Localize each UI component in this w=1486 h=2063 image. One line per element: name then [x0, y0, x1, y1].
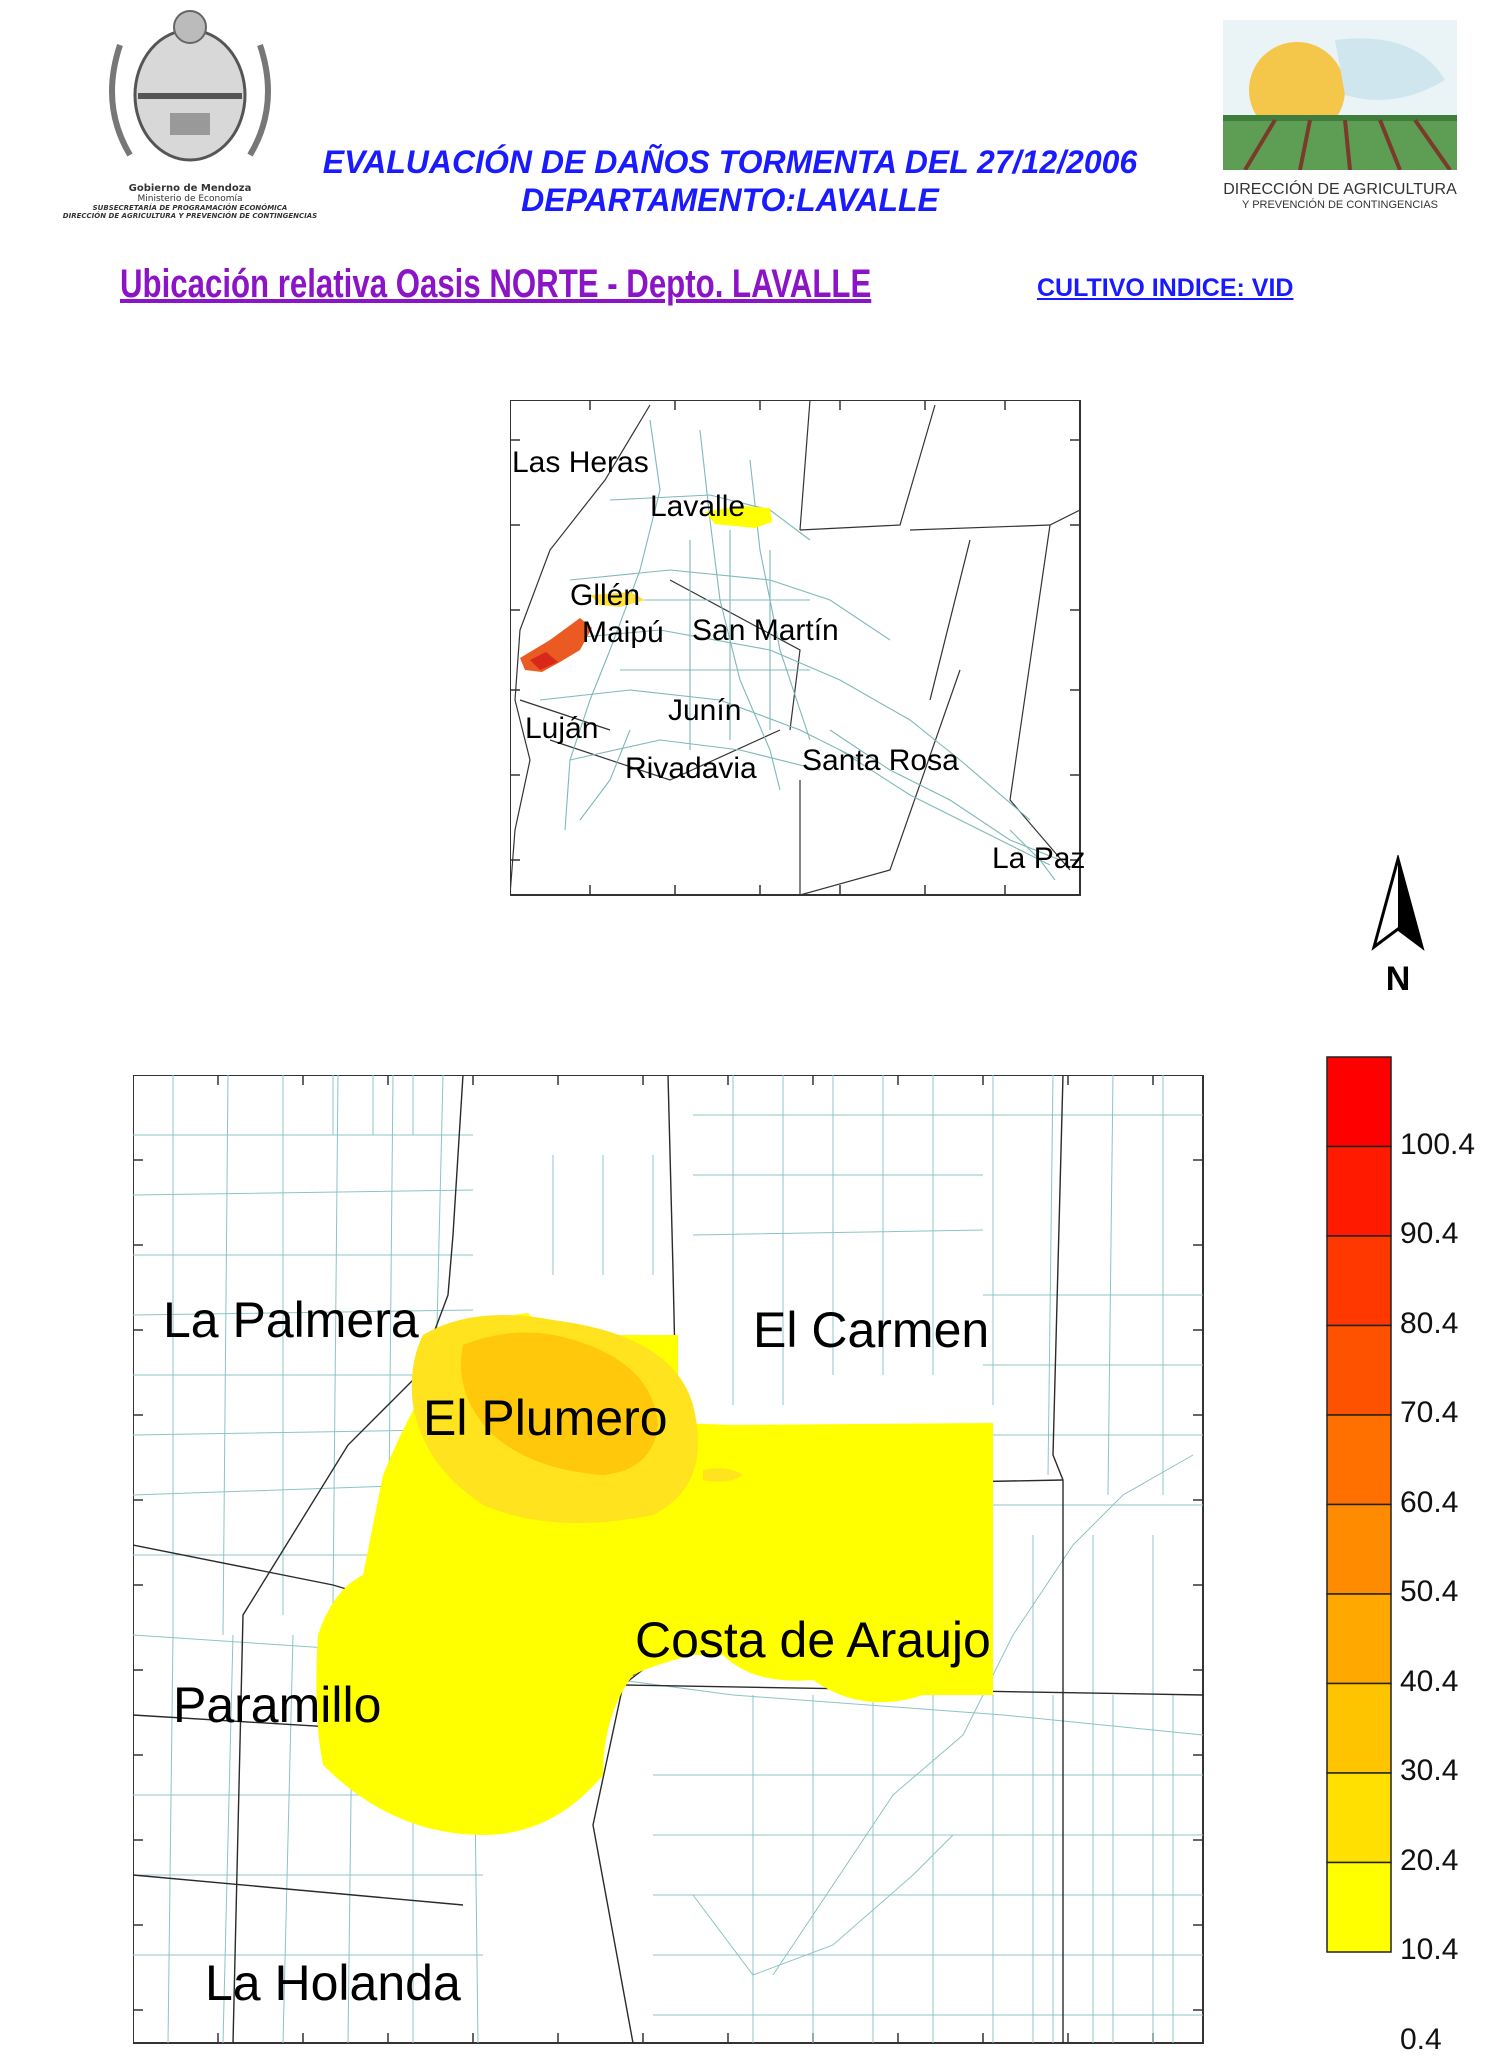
overview-map	[510, 400, 1090, 910]
label-rivadavia: Rivadavia	[625, 752, 757, 785]
legend-band	[1327, 1326, 1391, 1416]
label-san-martin: San Martín	[692, 614, 839, 647]
legend-level-label: 50.4	[1400, 1575, 1459, 1608]
legend-band	[1327, 1057, 1391, 1147]
label-lavalle: Lavalle	[650, 490, 746, 523]
legend-level-label: 80.4	[1400, 1306, 1459, 1340]
detail-map	[133, 1075, 1213, 2060]
government-label: Gobierno de Mendoza	[128, 183, 252, 194]
legend-level-label: 20.4	[1400, 1843, 1459, 1877]
label-la-paz: La Paz	[992, 842, 1086, 875]
legend-level-label: 90.4	[1400, 1217, 1459, 1250]
label-el-plumero: El Plumero	[423, 1390, 668, 1446]
subsecretary-label: SUBSECRETARÍA DE PROGRAMACIÓN ECONÓMICA	[92, 204, 288, 212]
label-paramillo: Paramillo	[173, 1677, 382, 1733]
legend-band	[1327, 1594, 1391, 1684]
ministry-label: Ministerio de Economía	[137, 194, 243, 204]
legend-level-label: 60.4	[1400, 1485, 1459, 1519]
direction-label: DIRECCIÓN DE AGRICULTURA Y PREVENCIÓN DE CONTINGENCIAS	[62, 212, 318, 220]
north-arrow	[1368, 855, 1428, 998]
label-lujan: Luján	[525, 712, 599, 745]
agency-logo-line1: DIRECCIÓN DE AGRICULTURA	[1223, 181, 1457, 198]
legend-level-label: 0.4	[1400, 2022, 1442, 2056]
legend-band	[1327, 1505, 1391, 1595]
legend-color-bar	[1326, 1055, 1392, 2045]
location-subtitle: Ubicación relativa Oasis NORTE - Depto. LAVALLE	[120, 262, 872, 306]
legend-level-label: 100.4	[1400, 1127, 1476, 1161]
legend-band	[1327, 1684, 1391, 1774]
legend-band	[1327, 1147, 1391, 1237]
label-la-palmera: La Palmera	[163, 1292, 419, 1348]
legend-band	[1327, 1415, 1391, 1505]
label-santa-rosa: Santa Rosa	[802, 744, 959, 777]
agency-logo	[1215, 20, 1465, 210]
legend-band	[1327, 1773, 1391, 1863]
coat-of-arms-icon	[40, 5, 340, 180]
agency-logo-line2: Y PREVENCIÓN DE CONTINGENCIAS	[1242, 199, 1438, 211]
north-arrow-icon	[1368, 855, 1428, 955]
label-la-holanda: La Holanda	[205, 1955, 461, 2011]
report-title-line2: DEPARTAMENTO:LAVALLE	[521, 182, 939, 218]
north-label: N	[1385, 960, 1411, 998]
legend-level-label: 70.4	[1400, 1396, 1459, 1429]
damage-legend	[1326, 1055, 1476, 2056]
label-el-carmen: El Carmen	[753, 1302, 990, 1358]
coat-of-arms-logo	[40, 5, 340, 235]
agency-logo-icon	[1215, 20, 1465, 170]
label-las-heras: Las Heras	[512, 446, 649, 479]
legend-band	[1327, 1236, 1391, 1326]
label-junin: Junín	[668, 694, 742, 727]
legend-labels	[1400, 1055, 1476, 2056]
label-maipu: Maipú	[582, 616, 664, 649]
legend-band	[1327, 1863, 1391, 1953]
legend-level-label: 10.4	[1400, 1933, 1459, 1966]
label-costa-de-araujo: Costa de Araujo	[635, 1612, 991, 1668]
crop-index-label: CULTIVO INDICE: VID	[1037, 274, 1294, 302]
legend-level-label: 30.4	[1400, 1754, 1459, 1787]
legend-level-label: 40.4	[1400, 1664, 1459, 1698]
report-title-line1: EVALUACIÓN DE DAÑOS TORMENTA DEL 27/12/2006	[322, 144, 1138, 180]
label-guaymallen: Gllén	[570, 579, 641, 612]
